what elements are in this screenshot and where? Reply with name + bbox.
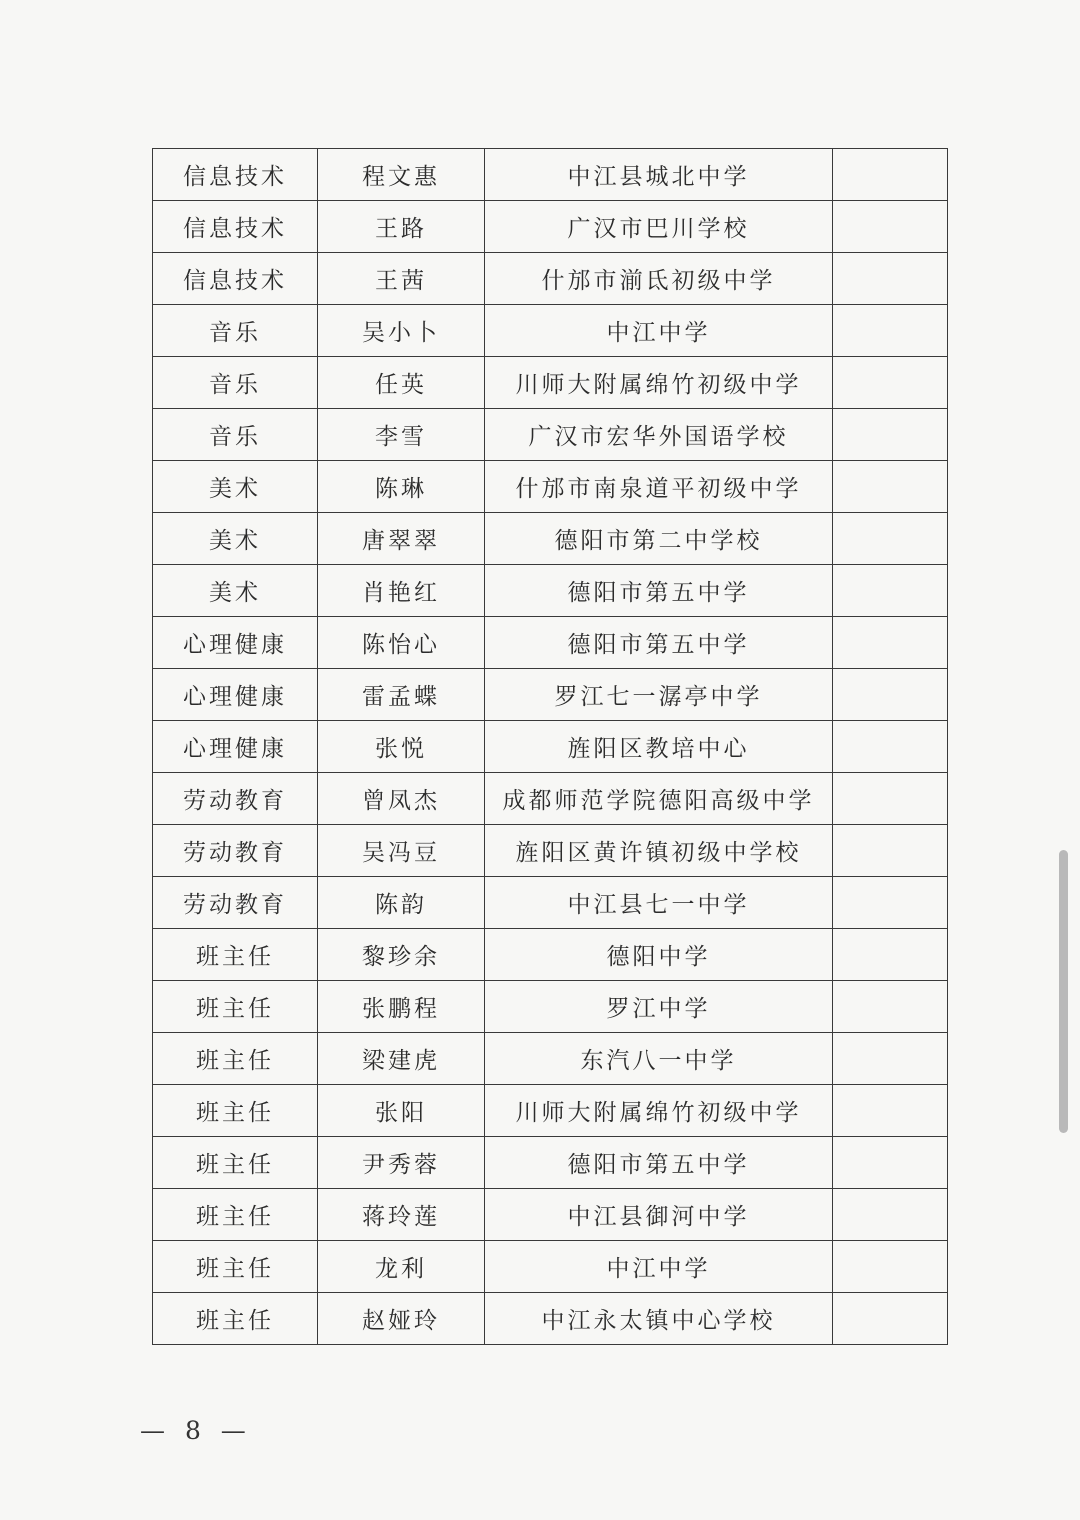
- subject-cell: 音乐: [153, 305, 318, 357]
- table-row: [153, 1085, 948, 1137]
- subject-cell: 班主任: [153, 929, 318, 981]
- name-cell: 梁建虎: [318, 1033, 485, 1085]
- table-body: [153, 149, 948, 1345]
- note-cell: [833, 149, 948, 201]
- subject-cell: 班主任: [153, 1189, 318, 1241]
- school-cell: 川师大附属绵竹初级中学: [485, 357, 833, 409]
- school-cell: 东汽八一中学: [485, 1033, 833, 1085]
- subject-cell: 心理健康: [153, 669, 318, 721]
- note-cell: [833, 617, 948, 669]
- table-row: [153, 1241, 948, 1293]
- table-row: [153, 773, 948, 825]
- subject-cell: 心理健康: [153, 617, 318, 669]
- subject-cell: 美术: [153, 513, 318, 565]
- note-cell: [833, 877, 948, 929]
- school-cell: 中江县城北中学: [485, 149, 833, 201]
- name-cell: 王茜: [318, 253, 485, 305]
- school-cell: 德阳中学: [485, 929, 833, 981]
- note-cell: [833, 981, 948, 1033]
- subject-cell: 劳动教育: [153, 877, 318, 929]
- note-cell: [833, 773, 948, 825]
- table-row: [153, 877, 948, 929]
- table-row: [153, 929, 948, 981]
- school-cell: 什邡市南泉道平初级中学: [485, 461, 833, 513]
- note-cell: [833, 825, 948, 877]
- table-row: [153, 201, 948, 253]
- name-cell: 陈琳: [318, 461, 485, 513]
- note-cell: [833, 1033, 948, 1085]
- subject-cell: 美术: [153, 565, 318, 617]
- vertical-scrollbar[interactable]: [1059, 850, 1068, 1133]
- school-cell: 中江中学: [485, 305, 833, 357]
- subject-cell: 信息技术: [153, 201, 318, 253]
- name-cell: 张阳: [318, 1085, 485, 1137]
- note-cell: [833, 409, 948, 461]
- note-cell: [833, 253, 948, 305]
- school-cell: 德阳市第五中学: [485, 565, 833, 617]
- school-cell: 旌阳区黄许镇初级中学校: [485, 825, 833, 877]
- note-cell: [833, 305, 948, 357]
- table-row: [153, 1189, 948, 1241]
- table-row: [153, 305, 948, 357]
- subject-cell: 信息技术: [153, 253, 318, 305]
- note-cell: [833, 1137, 948, 1189]
- name-cell: 黎珍余: [318, 929, 485, 981]
- school-cell: 罗江七一潺亭中学: [485, 669, 833, 721]
- table-row: [153, 461, 948, 513]
- name-cell: 曾凤杰: [318, 773, 485, 825]
- school-cell: 广汉市宏华外国语学校: [485, 409, 833, 461]
- name-cell: 蒋玲莲: [318, 1189, 485, 1241]
- subject-cell: 劳动教育: [153, 825, 318, 877]
- name-cell: 王路: [318, 201, 485, 253]
- subject-cell: 班主任: [153, 1137, 318, 1189]
- note-cell: [833, 357, 948, 409]
- school-cell: 德阳市第五中学: [485, 617, 833, 669]
- teacher-roster-table: [152, 148, 948, 1345]
- name-cell: 雷孟蝶: [318, 669, 485, 721]
- school-cell: 成都师范学院德阳高级中学: [485, 773, 833, 825]
- name-cell: 陈韵: [318, 877, 485, 929]
- school-cell: 广汉市巴川学校: [485, 201, 833, 253]
- table-row: [153, 253, 948, 305]
- note-cell: [833, 1085, 948, 1137]
- school-cell: 旌阳区教培中心: [485, 721, 833, 773]
- school-cell: 德阳市第五中学: [485, 1137, 833, 1189]
- table-row: [153, 669, 948, 721]
- subject-cell: 劳动教育: [153, 773, 318, 825]
- subject-cell: 班主任: [153, 1033, 318, 1085]
- name-cell: 程文惠: [318, 149, 485, 201]
- note-cell: [833, 461, 948, 513]
- name-cell: 龙利: [318, 1241, 485, 1293]
- name-cell: 吴冯豆: [318, 825, 485, 877]
- school-cell: 德阳市第二中学校: [485, 513, 833, 565]
- table-row: [153, 981, 948, 1033]
- table-row: [153, 357, 948, 409]
- note-cell: [833, 1293, 948, 1345]
- note-cell: [833, 513, 948, 565]
- name-cell: 张悦: [318, 721, 485, 773]
- table-row: [153, 1293, 948, 1345]
- school-cell: 罗江中学: [485, 981, 833, 1033]
- page-number: — 8 —: [140, 1416, 252, 1445]
- subject-cell: 班主任: [153, 1293, 318, 1345]
- name-cell: 任英: [318, 357, 485, 409]
- subject-cell: 班主任: [153, 1241, 318, 1293]
- subject-cell: 心理健康: [153, 721, 318, 773]
- note-cell: [833, 721, 948, 773]
- subject-cell: 班主任: [153, 1085, 318, 1137]
- school-cell: 中江县御河中学: [485, 1189, 833, 1241]
- table-row: [153, 565, 948, 617]
- table-row: [153, 409, 948, 461]
- name-cell: 赵娅玲: [318, 1293, 485, 1345]
- school-cell: 中江县七一中学: [485, 877, 833, 929]
- table-row: [153, 825, 948, 877]
- subject-cell: 音乐: [153, 409, 318, 461]
- subject-cell: 班主任: [153, 981, 318, 1033]
- note-cell: [833, 1241, 948, 1293]
- name-cell: 唐翠翠: [318, 513, 485, 565]
- note-cell: [833, 929, 948, 981]
- subject-cell: 美术: [153, 461, 318, 513]
- subject-cell: 音乐: [153, 357, 318, 409]
- name-cell: 吴小卜: [318, 305, 485, 357]
- school-cell: 中江中学: [485, 1241, 833, 1293]
- table-row: [153, 149, 948, 201]
- note-cell: [833, 1189, 948, 1241]
- school-cell: 川师大附属绵竹初级中学: [485, 1085, 833, 1137]
- table-row: [153, 513, 948, 565]
- note-cell: [833, 669, 948, 721]
- name-cell: 肖艳红: [318, 565, 485, 617]
- table-row: [153, 1033, 948, 1085]
- note-cell: [833, 201, 948, 253]
- subject-cell: 信息技术: [153, 149, 318, 201]
- note-cell: [833, 565, 948, 617]
- table-row: [153, 1137, 948, 1189]
- school-cell: 中江永太镇中心学校: [485, 1293, 833, 1345]
- table-row: [153, 617, 948, 669]
- table-row: [153, 721, 948, 773]
- name-cell: 尹秀蓉: [318, 1137, 485, 1189]
- name-cell: 陈怡心: [318, 617, 485, 669]
- name-cell: 李雪: [318, 409, 485, 461]
- school-cell: 什邡市湔氐初级中学: [485, 253, 833, 305]
- name-cell: 张鹏程: [318, 981, 485, 1033]
